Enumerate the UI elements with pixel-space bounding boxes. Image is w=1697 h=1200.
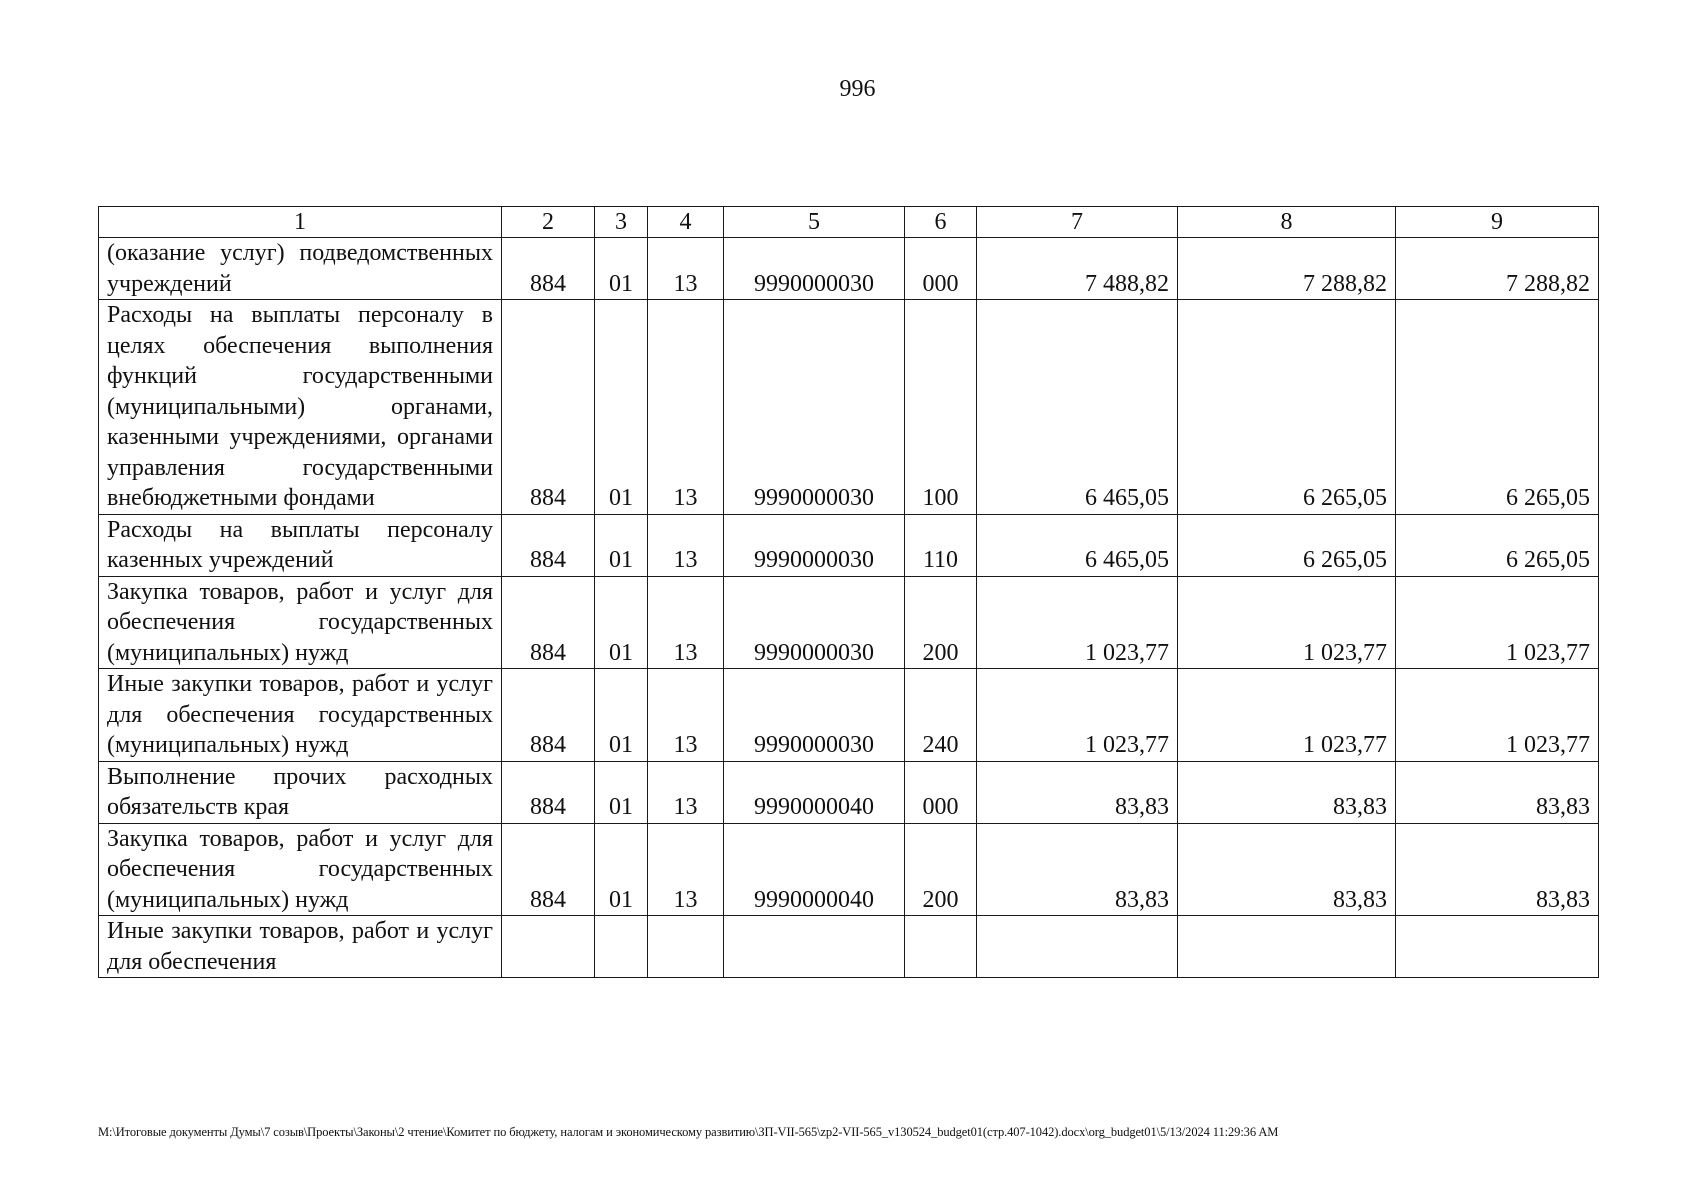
cell-subsection: 13 bbox=[648, 669, 724, 762]
row-description: Расходы на выплаты персоналу в целях обеспечения выполнения функций государственными (муниципальными) органами, казенными учреждениями, органами управления государственными внебюджетными фондами bbox=[99, 300, 502, 515]
header-cell: 8 bbox=[1178, 207, 1396, 238]
cell-section: 01 bbox=[595, 576, 648, 669]
table-row bbox=[99, 916, 1599, 978]
header-cell: 7 bbox=[977, 207, 1178, 238]
cell-target-article: 9990000030 bbox=[724, 576, 905, 669]
cell-amount-col9: 6 265,05 bbox=[1396, 514, 1599, 576]
cell-target-article: 9990000040 bbox=[724, 761, 905, 823]
cell-amount-col9: 1 023,77 bbox=[1396, 669, 1599, 762]
cell-section: 01 bbox=[595, 238, 648, 300]
cell-expense-type: 100 bbox=[905, 300, 977, 515]
cell-amount-col9: 83,83 bbox=[1396, 761, 1599, 823]
cell-amount-col8: 7 288,82 bbox=[1178, 238, 1396, 300]
cell-amount-col7: 6 465,05 bbox=[977, 300, 1178, 515]
cell-target-article: 9990000030 bbox=[724, 238, 905, 300]
cell-expense-type: 110 bbox=[905, 514, 977, 576]
row-description: Закупка товаров, работ и услуг для обеспечения государственных (муниципальных) нужд bbox=[99, 823, 502, 916]
cell-subsection: 13 bbox=[648, 300, 724, 515]
table-row bbox=[99, 238, 1599, 300]
header-cell: 2 bbox=[502, 207, 595, 238]
cell-subsection: 13 bbox=[648, 514, 724, 576]
cell-ministry-code: 884 bbox=[502, 761, 595, 823]
table-row bbox=[99, 514, 1599, 576]
cell-amount-col9 bbox=[1396, 916, 1599, 978]
table-row bbox=[99, 669, 1599, 762]
cell-ministry-code: 884 bbox=[502, 669, 595, 762]
cell-amount-col9: 7 288,82 bbox=[1396, 238, 1599, 300]
cell-amount-col9: 1 023,77 bbox=[1396, 576, 1599, 669]
cell-subsection: 13 bbox=[648, 238, 724, 300]
row-description: Иные закупки товаров, работ и услуг для обеспечения государственных (муниципальных) нужд bbox=[99, 669, 502, 762]
cell-section: 01 bbox=[595, 514, 648, 576]
cell-expense-type: 200 bbox=[905, 823, 977, 916]
header-cell: 3 bbox=[595, 207, 648, 238]
cell-amount-col9: 83,83 bbox=[1396, 823, 1599, 916]
cell-amount-col7: 1 023,77 bbox=[977, 576, 1178, 669]
cell-ministry-code: 884 bbox=[502, 514, 595, 576]
header-cell: 5 bbox=[724, 207, 905, 238]
page-number: 996 bbox=[839, 76, 876, 102]
cell-amount-col9: 6 265,05 bbox=[1396, 300, 1599, 515]
file-path-footer: M:\Итоговые документы Думы\7 созыв\Проекты\Законы\2 чтение\Комитет по бюджету, налогам и экономическому развитию\ЗП-VII-565\zp2-VII-565_v130524_budget01(стр.407-1042).docx\org_budget01\5/13/2024 11:29:36 AM bbox=[98, 1125, 1279, 1139]
cell-amount-col8: 6 265,05 bbox=[1178, 514, 1396, 576]
cell-target-article: 9990000030 bbox=[724, 300, 905, 515]
cell-section: 01 bbox=[595, 823, 648, 916]
cell-subsection: 13 bbox=[648, 761, 724, 823]
row-description: (оказание услуг) подведомственных учреждений bbox=[99, 238, 502, 300]
header-cell: 4 bbox=[648, 207, 724, 238]
header-cell: 1 bbox=[99, 207, 502, 238]
cell-expense-type: 200 bbox=[905, 576, 977, 669]
cell-subsection: 13 bbox=[648, 576, 724, 669]
row-description: Расходы на выплаты персоналу казенных учреждений bbox=[99, 514, 502, 576]
cell-amount-col8: 83,83 bbox=[1178, 823, 1396, 916]
cell-ministry-code: 884 bbox=[502, 823, 595, 916]
cell-amount-col8: 83,83 bbox=[1178, 761, 1396, 823]
cell-target-article: 9990000030 bbox=[724, 514, 905, 576]
table-row bbox=[99, 576, 1599, 669]
cell-section: 01 bbox=[595, 669, 648, 762]
budget-table bbox=[98, 206, 1599, 978]
header-cell: 6 bbox=[905, 207, 977, 238]
cell-target-article: 9990000040 bbox=[724, 823, 905, 916]
cell-subsection bbox=[648, 916, 724, 978]
cell-amount-col8: 6 265,05 bbox=[1178, 300, 1396, 515]
cell-ministry-code: 884 bbox=[502, 300, 595, 515]
cell-amount-col8 bbox=[1178, 916, 1396, 978]
cell-ministry-code: 884 bbox=[502, 576, 595, 669]
cell-section: 01 bbox=[595, 761, 648, 823]
cell-amount-col8: 1 023,77 bbox=[1178, 669, 1396, 762]
cell-amount-col7: 6 465,05 bbox=[977, 514, 1178, 576]
table-row bbox=[99, 761, 1599, 823]
cell-amount-col7: 1 023,77 bbox=[977, 669, 1178, 762]
cell-expense-type: 240 bbox=[905, 669, 977, 762]
cell-amount-col7: 83,83 bbox=[977, 823, 1178, 916]
table-row bbox=[99, 300, 1599, 515]
row-description: Выполнение прочих расходных обязательств края bbox=[99, 761, 502, 823]
header-cell: 9 bbox=[1396, 207, 1599, 238]
header-row bbox=[99, 207, 1599, 238]
cell-amount-col7: 7 488,82 bbox=[977, 238, 1178, 300]
row-description: Иные закупки товаров, работ и услуг для обеспечения bbox=[99, 916, 502, 978]
cell-section bbox=[595, 916, 648, 978]
table-row bbox=[99, 823, 1599, 916]
cell-ministry-code bbox=[502, 916, 595, 978]
cell-ministry-code: 884 bbox=[502, 238, 595, 300]
cell-amount-col7 bbox=[977, 916, 1178, 978]
cell-subsection: 13 bbox=[648, 823, 724, 916]
cell-target-article: 9990000030 bbox=[724, 669, 905, 762]
cell-amount-col8: 1 023,77 bbox=[1178, 576, 1396, 669]
cell-expense-type bbox=[905, 916, 977, 978]
cell-amount-col7: 83,83 bbox=[977, 761, 1178, 823]
cell-expense-type: 000 bbox=[905, 761, 977, 823]
cell-section: 01 bbox=[595, 300, 648, 515]
row-description: Закупка товаров, работ и услуг для обеспечения государственных (муниципальных) нужд bbox=[99, 576, 502, 669]
cell-expense-type: 000 bbox=[905, 238, 977, 300]
cell-target-article bbox=[724, 916, 905, 978]
